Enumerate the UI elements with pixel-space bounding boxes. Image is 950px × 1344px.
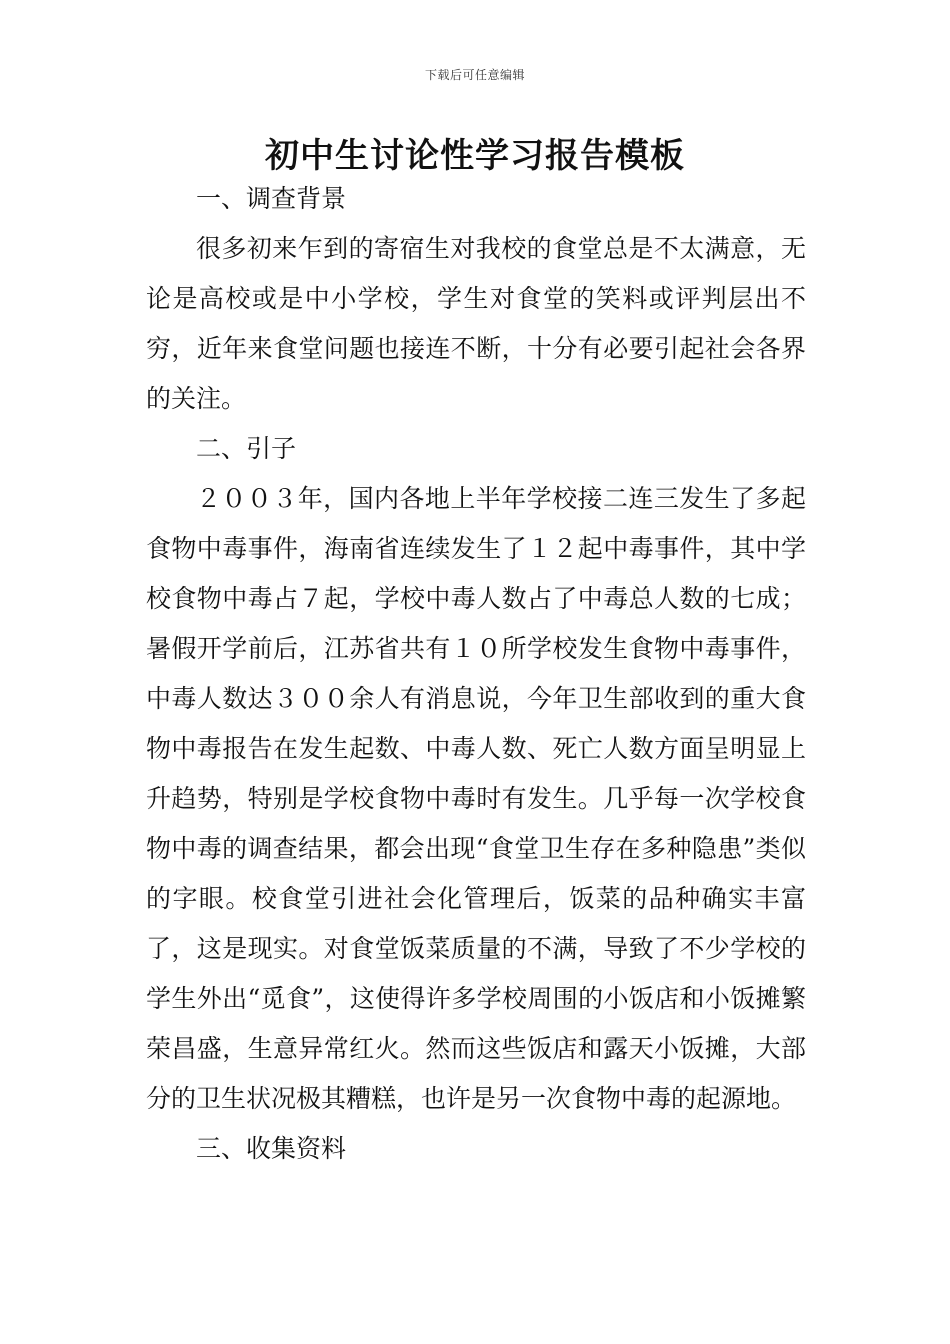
document-body bbox=[146, 174, 806, 1174]
section-heading-collect-data: 三、收集资料 bbox=[196, 1134, 347, 1163]
document-title: 初中生讨论性学习报告模板 bbox=[265, 136, 685, 176]
section-heading-background: 一、调查背景 bbox=[196, 184, 347, 213]
header-note: 下载后可任意编辑 bbox=[424, 68, 525, 82]
section-paragraph-background: 很多初来乍到的寄宿生对我校的食堂总是不太满意，无论是高校或是中小学校，学生对食堂的笑料或评判层出不穷，近年来食堂问题也接连不断，十分有必要引起社会各界的关注。 bbox=[146, 234, 806, 413]
section-heading-introduction: 二、引子 bbox=[196, 434, 297, 463]
section-paragraph-introduction: ２００３年，国内各地上半年学校接二连三发生了多起食物中毒事件，海南省连续发生了１２起中毒事件，其中学校食物中毒占７起，学校中毒人数占了中毒总人数的七成；暑假开学前后，江苏省共有１０所学校发生食物中毒事件，中毒人数达３００余人有消息说，今年卫生部收到的重大食物中毒报告在发生起数、中毒人数、死亡人数方面呈明显上升趋势，特别是学校食物中毒时有发生。几乎每一次学校食物中毒的调查结果，都会出现“食堂卫生存在多种隐患”类似的字眼。校食堂引进社会化管理后，饭菜的品种确实丰富了，这是现实。对食堂饭菜质量的不满，导致了不少学校的学生外出“觅食”，这使得许多学校周围的小饭店和小饭摊繁荣昌盛，生意异常红火。然而这些饭店和露天小饭摊，大部分的卫生状况极其糟糕，也许是另一次食物中毒的起源地。 bbox=[146, 484, 806, 1113]
